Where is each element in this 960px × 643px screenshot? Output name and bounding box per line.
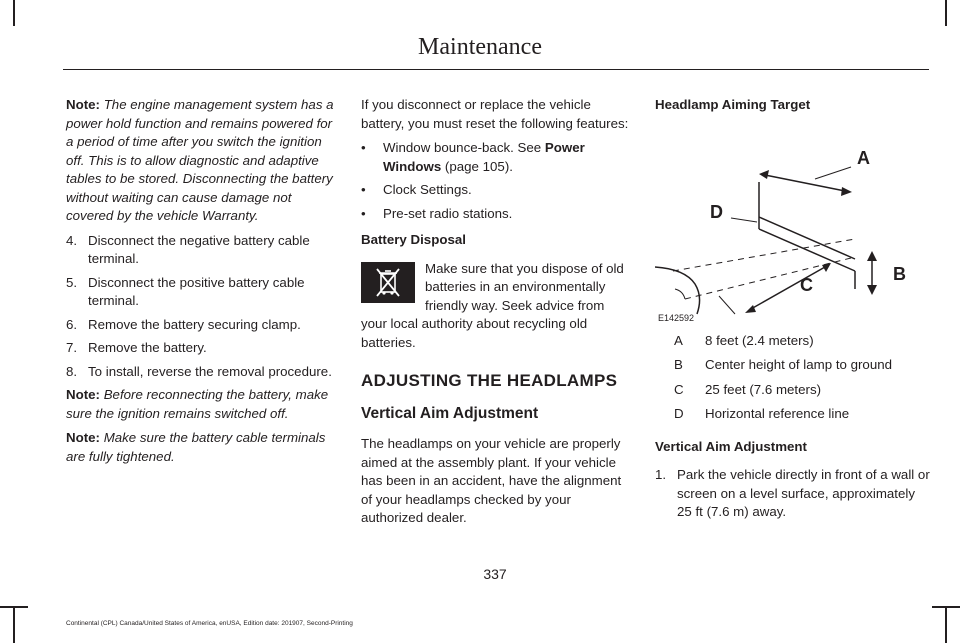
legend-text: 8 feet (2.4 meters) — [705, 332, 814, 348]
battery-disposal-heading: Battery Disposal — [361, 232, 466, 247]
step-number: 1. — [655, 467, 667, 482]
legend-text: Horizontal reference line — [705, 406, 850, 421]
section-heading: ADJUSTING THE HEADLAMPS — [361, 371, 618, 390]
step-number: 5. — [66, 274, 78, 290]
step-number: 8. — [66, 363, 78, 379]
list-item — [66, 363, 338, 382]
header-divider — [63, 69, 929, 70]
legend-key: A — [674, 332, 683, 348]
page-title: Maintenance — [418, 34, 542, 60]
step-number: 7. — [66, 340, 78, 355]
battery-disposal-text: Make sure that you dispose of old batteries in an environmentally friendly way. Seek advice from your local authority about recycling old batteries. — [361, 260, 624, 350]
step-number: 4. — [66, 232, 78, 248]
diagram-label-c: C — [800, 274, 813, 295]
legend-key: C — [674, 381, 684, 397]
page-number: 337 — [483, 566, 507, 582]
bullet-glyph: • — [361, 182, 366, 197]
reset-intro: If you disconnect or replace the vehicle battery, you must reset the following features: — [361, 97, 629, 131]
diagram-code: E142592 — [658, 312, 695, 323]
diagram-label-a: A — [857, 147, 870, 168]
legend-key: D — [674, 406, 684, 421]
diagram-heading: Headlamp Aiming Target — [655, 97, 811, 112]
note-text: Before reconnecting the battery, make sure the ignition remains switched off. — [66, 387, 329, 421]
crop-mark — [945, 0, 947, 26]
legend-text: Center height of lamp to ground — [705, 357, 893, 372]
list-item — [66, 316, 338, 335]
note-engine-management — [66, 96, 338, 226]
bullet-glyph: • — [361, 205, 366, 221]
battery-disposal-block — [361, 260, 633, 353]
bullet-text — [383, 139, 633, 176]
recycle-bin-icon — [361, 262, 415, 303]
diagram-label-b: B — [893, 263, 906, 284]
legend-row — [655, 381, 930, 400]
note-text: Make sure the battery cable terminals are fully tightened. — [66, 430, 326, 464]
list-item — [66, 232, 338, 269]
step-text: Park the vehicle directly in front of a wall or screen on a level surface, approximately 25 ft (7.6 m) away. — [677, 467, 930, 519]
list-item — [66, 274, 338, 311]
bullet-text-part: Window bounce-back. See — [383, 140, 545, 155]
column-middle — [361, 96, 633, 534]
list-item — [361, 205, 633, 224]
crop-mark — [945, 606, 947, 643]
note-label: Note: — [66, 97, 100, 112]
column-left — [66, 96, 338, 472]
step-text: To install, reverse the removal procedure. — [88, 363, 332, 379]
bullet-glyph: • — [361, 140, 366, 155]
column-right — [655, 96, 930, 527]
step-text: Remove the battery securing clamp. — [88, 316, 301, 332]
note-text: The engine management system has a power hold function and remains powered for a period of time after you switch the ignition off. This is to allow diagnostic and adaptive tables to be stored. Disconnecting the battery without waiting can cause damage not covered by the vehicle Warranty. — [66, 97, 334, 223]
note-label: Note: — [66, 430, 100, 445]
step-text: Disconnect the negative battery cable terminal. — [88, 232, 310, 266]
diagram-label-d: D — [710, 201, 723, 222]
bullet-text: Clock Settings. — [383, 182, 472, 197]
crop-mark — [13, 606, 15, 643]
step-number: 6. — [66, 316, 78, 332]
legend-row — [655, 332, 930, 351]
bullet-text-part: (page 105). — [441, 158, 513, 174]
legend-row — [655, 356, 930, 375]
headlamp-body-text: The headlamps on your vehicle are properly aimed at the assembly plant. If your vehicle has been in an accident, have the alignment of your headlamps checked by your authorized dealer. — [361, 436, 622, 525]
diagram-drawing — [655, 119, 930, 324]
legend-text: 25 feet (7.6 meters) — [705, 381, 822, 397]
legend-row — [655, 405, 930, 424]
edition-footer: Continental (CPL) Canada/United States of America, enUSA, Edition date: 201907, Second-Printing — [66, 620, 353, 627]
note-reconnecting — [66, 386, 338, 423]
step-text: Disconnect the positive battery cable terminal. — [88, 274, 305, 308]
subsection-heading: Vertical Aim Adjustment — [655, 438, 807, 454]
list-item — [361, 139, 633, 176]
bullet-text: Pre-set radio stations. — [383, 205, 513, 221]
crop-mark — [13, 0, 15, 26]
headlamp-aiming-diagram — [655, 119, 930, 324]
list-item — [66, 339, 338, 358]
step-text: Remove the battery. — [88, 340, 207, 355]
subsection-heading: Vertical Aim Adjustment — [361, 404, 539, 422]
legend-key: B — [674, 357, 683, 372]
note-terminals — [66, 429, 338, 466]
list-item — [361, 181, 633, 200]
list-item — [655, 466, 930, 522]
note-label: Note: — [66, 387, 100, 402]
cross-reference-link[interactable]: Power Windows — [383, 140, 585, 174]
